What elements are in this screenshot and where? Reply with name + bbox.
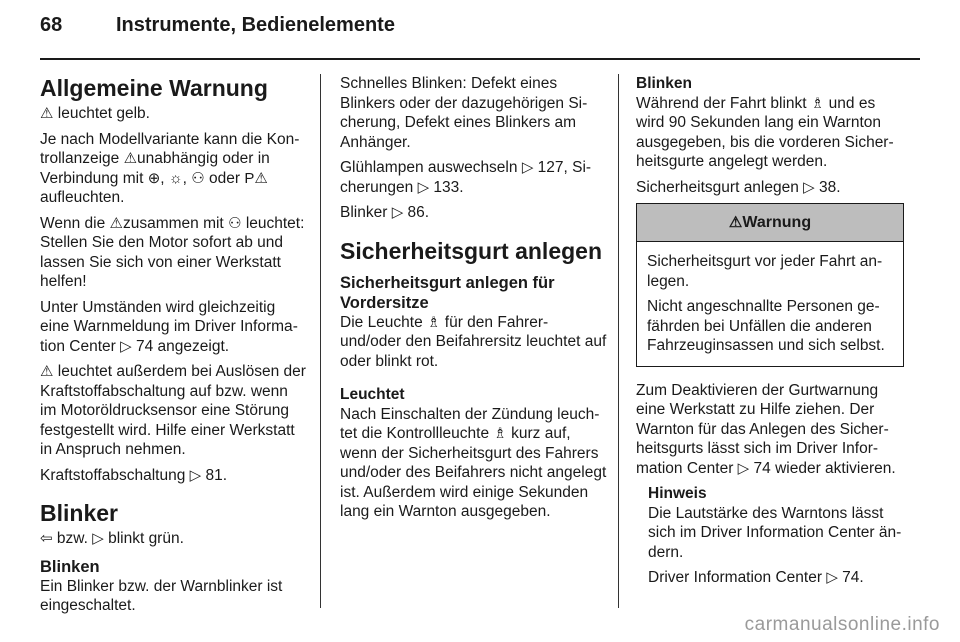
warning-icon: ⚠ bbox=[728, 214, 743, 231]
column-2 bbox=[340, 74, 608, 528]
warning-box-title: Warnung bbox=[742, 213, 812, 231]
column-1 bbox=[40, 74, 308, 622]
paragraph: Zum Deaktivieren der Gurtwarnung eine Werkstatt zu Hilfe ziehen. Der Warnton für das Anlegen des Sicherheitsgurts lässt sich im Driver Information Center ▷ 74 wieder aktivieren. bbox=[636, 381, 896, 477]
arrow-icon: ▷ bbox=[803, 178, 815, 196]
park-warning-icon: P⚠ bbox=[244, 169, 268, 187]
seatbelt-icon: ♗ bbox=[810, 94, 825, 112]
warning-box-header bbox=[637, 204, 903, 242]
section-title-blinker: Blinker bbox=[40, 500, 118, 526]
warning-icon: ⚠ bbox=[40, 363, 54, 380]
paragraph: Die Lautstärke des Warntons lässt sich im Driver Information Center ändern. bbox=[648, 504, 902, 561]
arrow-icon: ▷ bbox=[391, 204, 404, 221]
brake-icon: ⊕ bbox=[147, 169, 161, 187]
paragraph: Unter Umständen wird gleichzeitig eine Warnmeldung im Driver Information Center ▷ 74 angezeigt. bbox=[40, 298, 298, 355]
paragraph: Kraftstoffabschaltung ▷ 81. bbox=[40, 466, 228, 484]
warning-icon: ⚠ bbox=[109, 214, 123, 232]
paragraph: Sicherheitsgurt anlegen ▷ 38. bbox=[636, 178, 841, 196]
paragraph: ⚠ leuchtet außerdem bei Auslösen der Kraftstoffabschaltung auf bzw. wenn im Motoröldrucksensor eine Störung festgestellt wird. Hilfe einer Werkstatt in Anspruch nehmen. bbox=[40, 363, 306, 458]
section-title-allgemeine-warnung: Allgemeine Warnung bbox=[40, 75, 268, 101]
note-title: Hinweis bbox=[648, 485, 707, 502]
paragraph: Nicht angeschnallte Personen gefährden bei Unfällen die anderen Fahrzeuginsassen und sich selbst. bbox=[647, 298, 885, 354]
paragraph: ⇦ bzw. ▷ blinkt grün. bbox=[40, 530, 184, 547]
watermark: carmanualsonline.info bbox=[744, 614, 940, 635]
chapter-title: Instrumente, Bedienelemente bbox=[116, 14, 395, 36]
arrow-icon: ▷ bbox=[92, 530, 104, 547]
warning-icon: ⚠ bbox=[123, 150, 138, 167]
paragraph: Schnelles Blinken: Defekt eines Blinkers oder der dazugehörigen Sicherung, Defekt eines Blinkers am Anhänger. bbox=[340, 75, 588, 151]
subsection-title-vordersitze: Sicherheitsgurt anlegen für Vordersitze bbox=[340, 273, 555, 312]
page-number: 68 bbox=[40, 14, 63, 36]
warning-box bbox=[636, 203, 904, 367]
column-divider-1 bbox=[320, 74, 321, 608]
note-block bbox=[648, 484, 904, 588]
gear-icon: ☼ bbox=[168, 169, 183, 187]
section-title-sicherheitsgurt: Sicherheitsgurt anlegen bbox=[340, 237, 603, 264]
arrow-icon: ▷ bbox=[120, 337, 132, 355]
column-divider-2 bbox=[618, 74, 619, 608]
turn-signal-icon: ⇦ bbox=[40, 530, 53, 547]
arrow-icon: ▷ bbox=[189, 466, 202, 484]
header-rule bbox=[40, 58, 920, 60]
paragraph: Nach Einschalten der Zündung leuchtet die Kontrollleuchte ♗ kurz auf, wenn der Sicherheitsgurt des Fahrers und/oder des Beifahrers nicht angelegt ist. Außerdem wird einige Sekunden lang ein Warnton ausgegeben. bbox=[340, 405, 607, 520]
subsection-title-blinken: Blinken bbox=[40, 557, 100, 576]
paragraph: Glühlampen auswechseln ▷ 127, Sicherungen ▷ 133. bbox=[340, 159, 592, 196]
subsection-title-leuchtet: Leuchtet bbox=[340, 386, 405, 403]
paragraph: Ein Blinker bzw. der Warnblinker ist eingeschaltet. bbox=[40, 577, 283, 614]
subsection-title-blinken: Blinken bbox=[636, 75, 692, 92]
seatbelt-icon: ♗ bbox=[493, 425, 507, 442]
arrow-icon: ▷ bbox=[521, 159, 534, 176]
warning-box-body bbox=[637, 242, 903, 366]
paragraph: Sicherheitsgurt vor jeder Fahrt anlegen. bbox=[647, 253, 883, 290]
paragraph: Driver Information Center ▷ 74. bbox=[648, 569, 864, 586]
warning-icon: ⚠ bbox=[40, 105, 54, 122]
arrow-icon: ▷ bbox=[417, 178, 430, 196]
column-3 bbox=[636, 74, 904, 594]
page-header bbox=[40, 14, 395, 44]
paragraph: Je nach Modellvariante kann die Kontrollanzeige ⚠unabhängig oder in Verbindung mit ⊕, ☼, ⚇ oder P⚠ aufleuchten. bbox=[40, 130, 300, 206]
paragraph: Während der Fahrt blinkt ♗ und es wird 90 Sekunden lang ein Warnton ausgegeben, bis die vorderen Sicherheitsgurte angelegt werden. bbox=[636, 94, 894, 170]
paragraph: Die Leuchte ♗ für den Fahrer- und/oder den Beifahrersitz leuchtet auf oder blinkt rot. bbox=[340, 313, 607, 370]
seatbelt-icon: ♗ bbox=[427, 313, 441, 331]
paragraph: Wenn die ⚠zusammen mit ⚇ leuchtet: Stellen Sie den Motor sofort ab und lassen Sie sich von einer Werkstatt helfen! bbox=[40, 214, 305, 290]
oil-can-icon: ⚇ bbox=[228, 214, 242, 232]
paragraph: ⚠ leuchtet gelb. bbox=[40, 105, 150, 122]
arrow-icon: ▷ bbox=[826, 569, 838, 586]
steering-icon: ⚇ bbox=[191, 169, 205, 187]
arrow-icon: ▷ bbox=[737, 459, 750, 477]
paragraph: Blinker ▷ 86. bbox=[340, 204, 430, 221]
